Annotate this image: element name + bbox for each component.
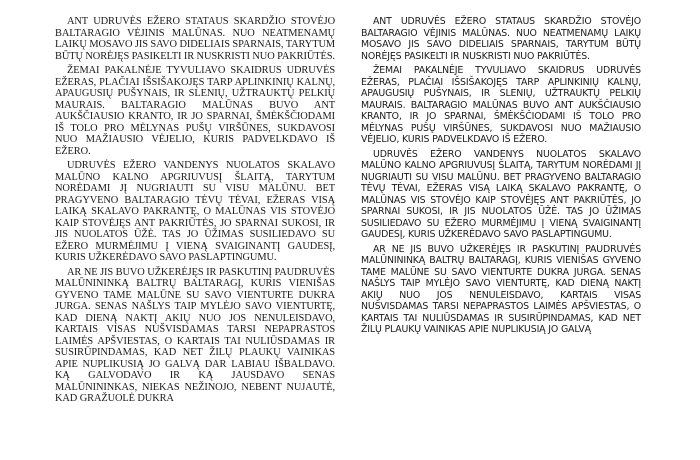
right-paragraph-1: ANT UDRUVĖS EŽERO STATAUS SKARDŽIO STOVĖJO BALTARAGIO VĖJINIS MALŪNAS. NUO NEATMENAMŲ LAIKŲ MOSAVO JIS SAVO DIDELIAIS SPARNAIS, TARYTUM BŪTŲ NORĖJĘS PASIKELTI IR NUSKRISTI NUO PAKRIŪTĖS. [361, 16, 641, 62]
left-paragraph-4: AR NE JIS BUVO UŽKERĖJĘS IR PASKUTINĮ PAUDRUVĖS MALŪNININKĄ BALTRŲ BALTARAGĮ, KURIS VIENIŠAS GYVENO TAME MALŪNE SU SAVO VIENTURTE DUKRA JURGA. SENAS NAŠLYS TAIP MYLĖJO SAVO VIENTURTĘ, KAD DIENĄ NAKTĮ AKIŲ NUO JOS NENULEISDAVO, KARTAIS VISAS NUŠVISDAMAS TARSI NEPAPRASTOS LAIMĖS APŠVIESTAS, O KARTAIS TAI NULIŪSDAMAS IR SUSIRŪPINDAMAS, KAD NET ŽILŲ PLAUKŲ VAINIKAS APIE NUPLIKUSIĄ JO GALVĄ DAR LABIAU IŠBALDAVO. KĄ GALVODAVO IR KĄ JAUSDAVO SENAS MALŪNININKAS, NIEKAS NEŽINOJO, NEBENT NUJAUTĖ, KAD GRAŽUOLĖ DUKRA [55, 266, 335, 404]
left-paragraph-2: ŽEMAI PAKALNĖJE TYVULIAVO SKAIDRUS UDRUVĖS EŽERAS, PLAČIAI IŠSIŠAKOJĘS TARP APLINKINIŲ KALNŲ, APAUGUSIŲ PUŠYNAIS, IR SLENIŲ, UŽTRAUKTŲ PELKIŲ MAURAIS. BALTARAGIO MALŪNAS BUVO ANT AUKŠČIAUSIO KRANTO, IR JO SPARNAI, ŠMĖKŠČIODAMI IŠ TOLO PRO MĖLYNAS PUŠŲ VIRŠŪNES, SUKDAVOSI NUO MAŽIAUSIO VĖJELIO, KURIS PADVELKDAVO IŠ EŽERO. [55, 65, 335, 157]
right-paragraph-3: UDRUVĖS EŽERO VANDENYS NUOLATOS SKALAVO MALŪNO KALNO APGRIUVUSĮ ŠLAITĄ, TARYTUM NORĖDAMI JĮ NUGRIAUTI SU VISU MALŪNU. BET PRAGYVENO BALTARAGIO TĖVŲ TĖVAI, EŽERAS VISĄ LAIKĄ SKALAVO PAKRANTĘ, O MALŪNAS VIS STOVĖJO KAIP STOVĖJĘS ANT PAKRIŪTĖS, JO SPARNAI SUKOSI, IR JIS NUOLATOS ŪŽĖ. TAS JO ŪŽIMAS SUSILIEDAVO SU EŽERO MURMĖJIMU Į VIENĄ SVAIGINANTĮ GAUDESĮ, KURIS UŽKERĖDAVO SAVO PASLAPTINGUMU. [361, 148, 641, 240]
left-paragraph-3: UDRUVĖS EŽERO VANDENYS NUOLATOS SKALAVO MALŪNO KALNO APGRIUVUSĮ ŠLAITĄ, TARYTUM NORĖDAMI JĮ NUGRIAUTI SU VISU MALŪNU. BET PRAGYVENO BALTARAGIO TĖVŲ TĖVAI, EŽERAS VISĄ LAIKĄ SKALAVO PAKRANTĘ, O MALŪNAS VIS STOVĖJO KAIP STOVĖJĘS ANT PAKRIŪTĖS, JO SPARNAI SUKOSI, IR JIS NUOLATOS ŪŽĖ. TAS JO ŪŽIMAS SUSILIEDAVO SU EŽERO MURMĖJIMU Į VIENĄ SVAIGINANTĮ GAUDESĮ, KURIS UŽKERĖDAVO SAVO PASLAPTINGUMU. [55, 160, 335, 263]
left-text-column [55, 16, 335, 405]
right-text-column [361, 16, 641, 336]
right-paragraph-2: ŽEMAI PAKALNĖJE TYVULIAVO SKAIDRUS UDRUVĖS EŽERAS, PLAČIAI IŠSIŠAKOJĘS TARP APLINKINIŲ KALNŲ, APAUGUSIŲ PUŠYNAIS, IR SLENIŲ, UŽTRAUKTŲ PELKIŲ MAURAIS. BALTARAGIO MALŪNAS BUVO ANT AUKŠČIAUSIO KRANTO, IR JO SPARNAI, ŠMĖKŠČIODAMI IŠ TOLO PRO MĖLYNAS PUŠŲ VIRŠŪNES, SUKDAVOSI NUO MAŽIAUSIO VĖJELIO, KURIS PADVELKDAVO IŠ EŽERO. [361, 65, 641, 145]
right-paragraph-4: AR NE JIS BUVO UŽKERĖJĘS IR PASKUTINĮ PAUDRUVĖS MALŪNININKĄ BALTRŲ BALTARAGĮ, KURIS VIENIŠAS GYVENO TAME MALŪNE SU SAVO VIENTURTE DUKRA JURGA. SENAS NAŠLYS TAIP MYLĖJO SAVO VIENTURTĘ, KAD DIENĄ NAKTĮ AKIŲ NUO JOS NENULEISDAVO, KARTAIS VISAS NUŠVISDAMAS TARSI NEPAPRASTOS LAIMĖS APŠVIESTAS, O KARTAIS TAI NULIŪSDAMAS IR SUSIRŪPINDAMAS, KAD NET ŽILŲ PLAUKŲ VAINIKAS APIE NUPLIKUSIĄ JO GALVĄ [361, 243, 641, 335]
left-paragraph-1: ANT UDRUVĖS EŽERO STATAUS SKARDŽIO STOVĖJO BALTARAGIO VĖJINIS MALŪNAS. NUO NEATMENAMŲ LAIKŲ MOSAVO JIS SAVO DIDELIAIS SPARNAIS, TARYTUM BŪTŲ NORĖJĘS PASIKELTI IR NUSKRISTI NUO PAKRIŪTĖS. [55, 16, 335, 62]
